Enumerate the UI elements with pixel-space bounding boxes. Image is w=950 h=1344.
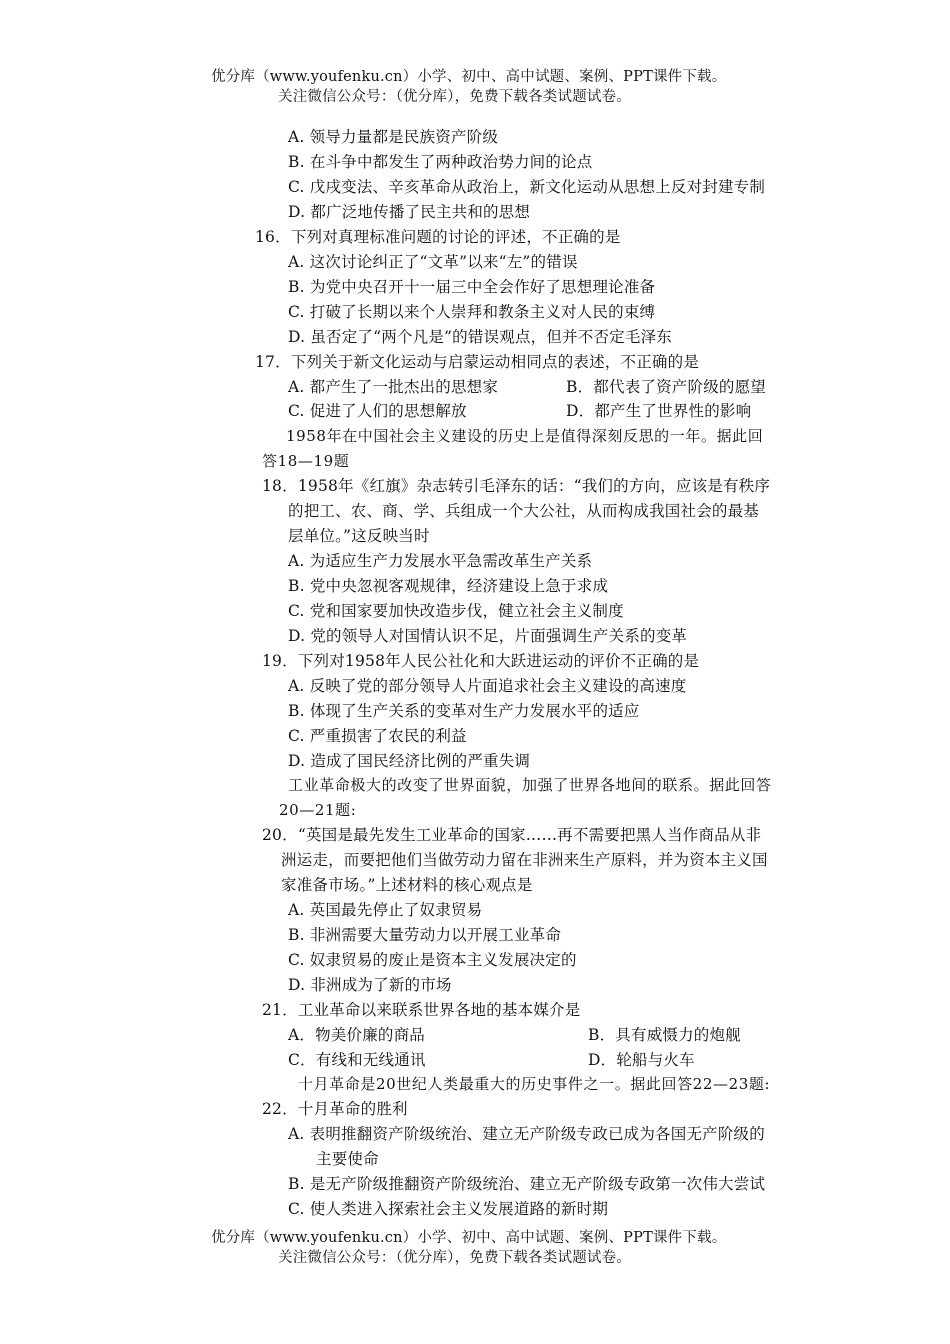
q19-option-d: D. 造成了国民经济比例的严重失调 [288, 752, 531, 770]
q16-option-a: A. 这次讨论纠正了“文革”以来“左”的错误 [288, 253, 578, 271]
intro-22-23-line1: 十月革命是20世纪人类最重大的历史事件之一。据此回答22—23题: [298, 1075, 771, 1093]
q22-option-b: B. 是无产阶级推翻资产阶级统治、建立无产阶级专政第一次伟大尝试 [288, 1175, 766, 1193]
intro-20-21-line1: 工业革命极大的改变了世界面貌，加强了世界各地间的联系。据此回答 [288, 776, 772, 794]
q17-stem: 17．下列关于新文化运动与启蒙运动相同点的表述，不正确的是 [255, 353, 700, 371]
q20-option-c: C. 奴隶贸易的废止是资本主义发展决定的 [288, 951, 577, 969]
q22-option-c: C. 使人类进入探索社会主义发展道路的新时期 [288, 1200, 609, 1218]
q18-option-d: D. 党的领导人对国情认识不足，片面强调生产关系的变革 [288, 627, 688, 645]
q16-option-d: D. 虽否定了“两个凡是”的错误观点，但并不否定毛泽东 [288, 328, 672, 346]
page-footer-line2: 关注微信公众号：（优分库），免费下载各类试题试卷。 [278, 1250, 631, 1266]
q19-option-b: B. 体现了生产关系的变革对生产力发展水平的适应 [288, 702, 640, 720]
q21-stem: 21．工业革命以来联系世界各地的基本媒介是 [262, 1001, 581, 1019]
q22-stem: 22．十月革命的胜利 [262, 1100, 408, 1118]
page-header-line2: 关注微信公众号：（优分库），免费下载各类试题试卷。 [278, 89, 631, 105]
q17-option-a: A. 都产生了一批杰出的思想家 [288, 378, 499, 396]
q17-option-b: B．都代表了资产阶级的愿望 [566, 378, 766, 396]
q15-option-a: A. 领导力量都是民族资产阶级 [288, 128, 499, 146]
q15-option-c: C. 戊戌变法、辛亥革命从政治上，新文化运动从思想上反对封建专制 [288, 178, 766, 196]
q16-option-b: B. 为党中央召开十一届三中全会作好了思想理论准备 [288, 278, 656, 296]
q19-stem: 19．下列对1958年人民公社化和大跃进运动的评价不正确的是 [262, 652, 700, 670]
q18-option-c: C. 党和国家要加快改造步伐，健立社会主义制度 [288, 602, 624, 620]
q19-option-a: A. 反映了党的部分领导人片面追求社会主义建设的高速度 [288, 677, 687, 695]
q22-option-a-line2: 主要使命 [316, 1150, 379, 1168]
q15-option-b: B. 在斗争中都发生了两种政治势力间的论点 [288, 153, 593, 171]
q21-option-b: B．具有威慑力的炮舰 [588, 1026, 741, 1044]
q15-option-d: D. 都广泛地传播了民主共和的思想 [288, 203, 531, 221]
q21-option-d: D．轮船与火车 [588, 1051, 695, 1069]
q19-option-c: C. 严重损害了农民的利益 [288, 727, 467, 745]
q20-stem-line1: 20．“英国是最先发生工业革命的国家……再不需要把黑人当作商品从非 [262, 826, 762, 844]
q20-stem-line3: 家准备市场。”上述材料的核心观点是 [281, 876, 533, 894]
q21-option-a: A．物美价廉的商品 [288, 1026, 425, 1044]
intro-18-19-line2: 答18—19题 [262, 452, 350, 470]
page-footer-line1: 优分库（www.youfenku.cn）小学、初中、高中试题、案例、PPT课件下载。 [211, 1230, 727, 1246]
q16-stem: 16．下列对真理标准问题的讨论的评述，不正确的是 [255, 228, 621, 246]
q18-stem-line3: 层单位。”这反映当时 [288, 527, 430, 545]
q17-option-c: C. 促进了人们的思想解放 [288, 402, 467, 420]
q18-option-a: A. 为适应生产力发展水平急需改革生产关系 [288, 552, 593, 570]
q21-option-c: C．有线和无线通讯 [288, 1051, 426, 1069]
q22-option-a-line1: A. 表明推翻资产阶级统治、建立无产阶级专政已成为各国无产阶级的 [288, 1125, 765, 1143]
q20-option-b: B. 非洲需要大量劳动力以开展工业革命 [288, 926, 562, 944]
intro-20-21-line2: 20—21题: [279, 801, 357, 819]
q20-stem-line2: 洲运走，而要把他们当做劳动力留在非洲来生产原料，并为资本主义国 [281, 851, 768, 869]
intro-18-19-line1: 1958年在中国社会主义建设的历史上是值得深刻反思的一年。据此回 [286, 427, 764, 445]
q18-stem-line2: 的把工、农、商、学、兵组成一个大公社，从而构成我国社会的最基 [288, 502, 760, 520]
q18-option-b: B. 党中央忽视客观规律，经济建设上急于求成 [288, 577, 609, 595]
q20-option-a: A. 英国最先停止了奴隶贸易 [288, 901, 483, 919]
q16-option-c: C. 打破了长期以来个人崇拜和教条主义对人民的束缚 [288, 303, 656, 321]
q20-option-d: D. 非洲成为了新的市场 [288, 976, 452, 994]
q17-option-d: D．都产生了世界性的影响 [566, 402, 752, 420]
page-header-line1: 优分库（www.youfenku.cn）小学、初中、高中试题、案例、PPT课件下载。 [211, 69, 727, 85]
q18-stem-line1: 18．1958年《红旗》杂志转引毛泽东的话：“我们的方向，应该是有秩序 [262, 477, 771, 495]
